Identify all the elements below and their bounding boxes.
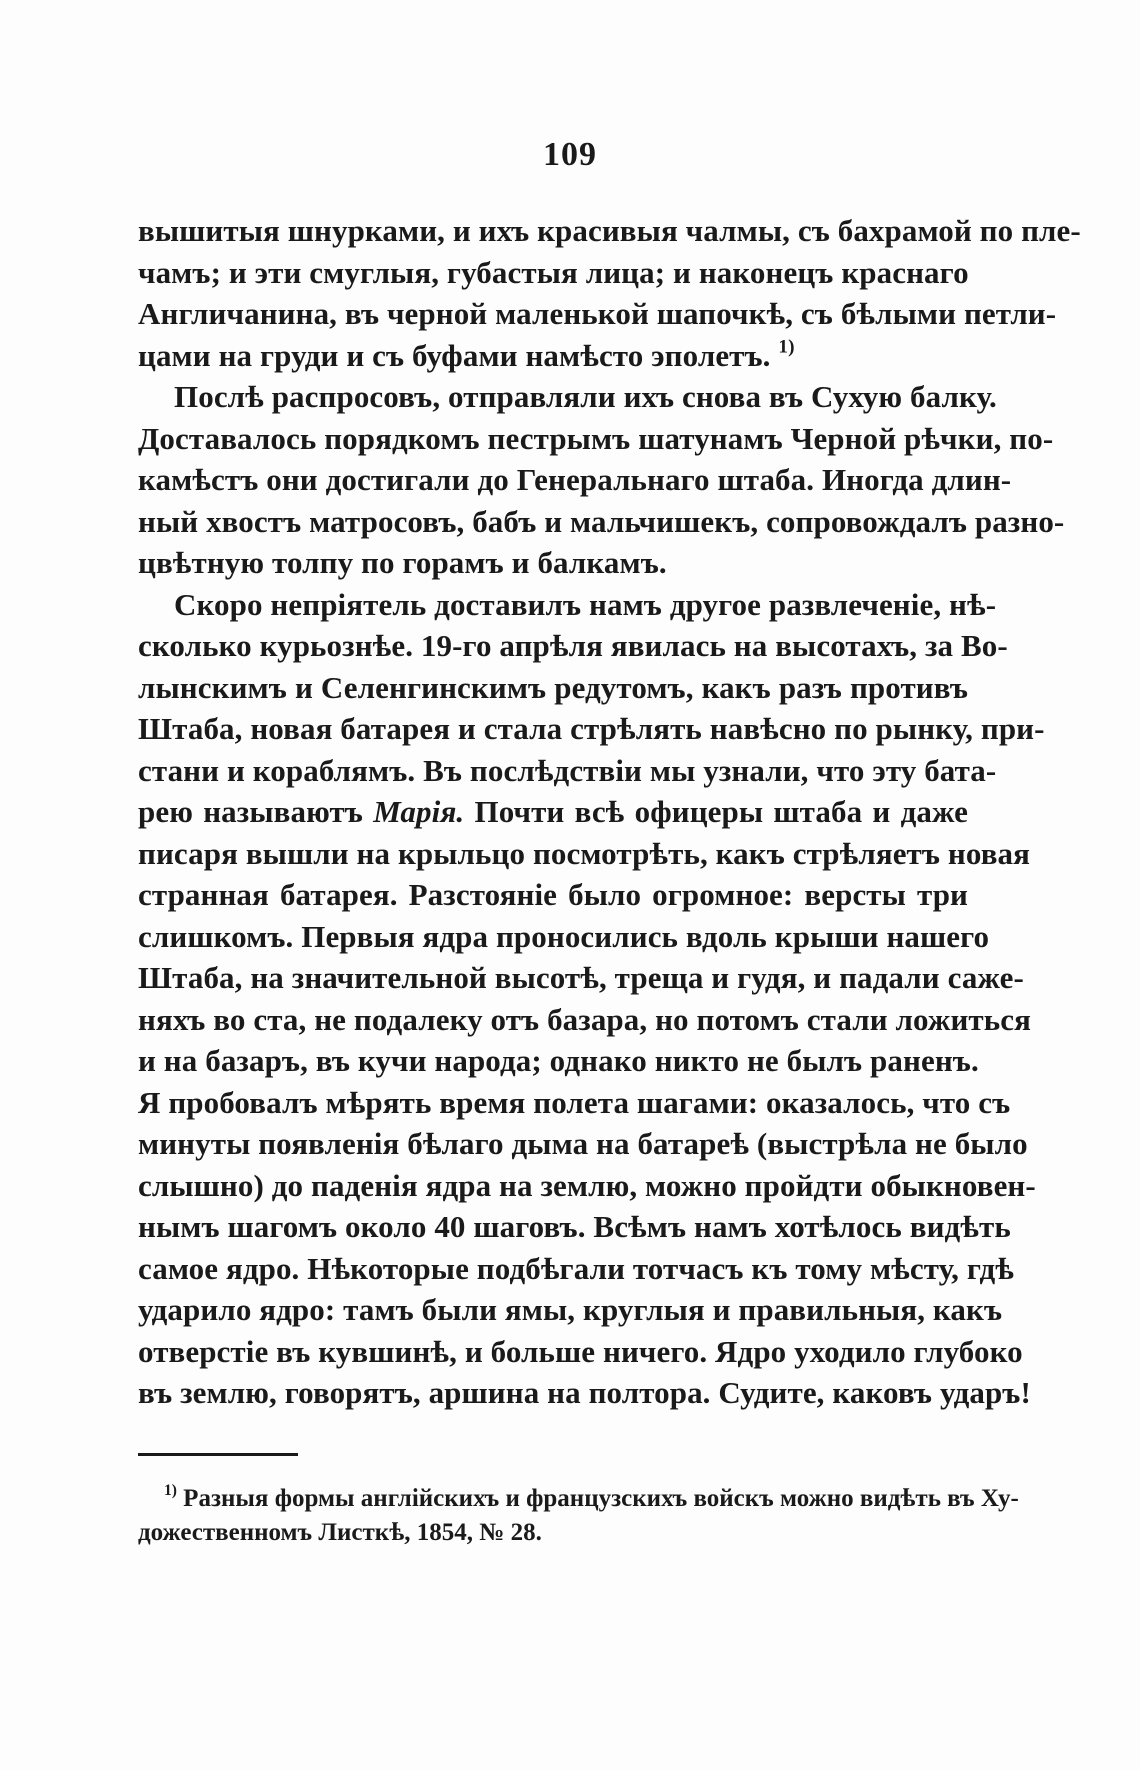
footnote-line: дожественномъ Листкѣ, 1854, № 28. (138, 1519, 542, 1546)
text-segment: рею называютъ (138, 794, 363, 829)
text-line: цвѣтную толпу по горамъ и балкамъ. (138, 545, 667, 580)
paragraph-3 (138, 584, 1045, 1414)
text-line: няхъ во ста, не подалеку отъ базара, но потомъ стали ложиться (138, 1001, 1031, 1037)
text-line: стани и кораблямъ. Въ послѣдствіи мы узнали, что эту бата- (138, 752, 997, 788)
text-line: сколько курьознѣе. 19-го апрѣля явилась на высотахъ, за Во- (138, 628, 1008, 663)
text-line: вышитыя шнурками, и ихъ красивыя чалмы, съ бахрамой по пле- (138, 213, 1081, 248)
text-line: Штаба, новая батарея и стала стрѣлять навѣсно по рынку, при- (138, 711, 1045, 746)
footnote (138, 1482, 1019, 1550)
text-line: Скоро непріятель доставилъ намъ другое развлеченіе, нѣ- (174, 586, 997, 622)
page-number: 109 (543, 136, 597, 173)
body-text (138, 210, 1081, 1414)
text-line: минуты появленія бѣлаго дыма на батареѣ (выстрѣла не было (138, 1126, 1028, 1161)
paragraph-2 (138, 376, 1065, 584)
footnote-text: Разныя формы англійскихъ и французскихъ войскъ можно видѣть въ Ху- (183, 1485, 1019, 1512)
text-line: странная батарея. Разстояніе было огромное: версты три (138, 877, 968, 912)
text-line: чамъ; и эти смуглыя, губастыя лица; и наконецъ краснаго (138, 254, 969, 290)
text-line: камѣстъ они достигали до Генеральнаго штаба. Иногда длин- (138, 462, 1012, 497)
footnote-divider (138, 1453, 298, 1456)
text-segment: цами на груди и съ буфами намѣсто эполетъ. (138, 337, 771, 373)
text-line: писаря вышли на крыльцо посмотрѣть, какъ стрѣляетъ новая (138, 835, 1031, 871)
footnote-line (138, 1482, 1019, 1516)
text-line: Доставалось порядкомъ пестрымъ шатунамъ Черной рѣчки, по- (138, 420, 1054, 456)
text-line (138, 791, 968, 833)
text-line: въ землю, говорятъ, аршина на полтора. Судите, каковъ ударъ! (138, 1375, 1031, 1410)
text-line: Я пробовалъ мѣрять время полета шагами: оказалось, что съ (138, 1084, 1011, 1120)
text-line: ный хвостъ матросовъ, бабъ и мальчишекъ, сопровождалъ разно- (138, 503, 1065, 539)
text-line: Штаба, на значительной высотѣ, треща и гудя, и падали саже- (138, 960, 1024, 995)
text-line: Англичанина, въ черной маленькой шапочкѣ, съ бѣлыми петли- (138, 296, 1057, 331)
text-line: Послѣ распросовъ, отправляли ихъ снова въ Сухую балку. (174, 379, 997, 414)
text-line: и на базаръ, въ кучи народа; однако никто не былъ раненъ. (138, 1043, 979, 1078)
battery-name-italic: Марія. (373, 794, 465, 829)
text-line: слишкомъ. Первыя ядра проносились вдоль крыши нашего (138, 918, 990, 954)
text-line: ударило ядро: тамъ были ямы, круглыя и правильныя, какъ (138, 1292, 1003, 1327)
footnote-reference[interactable]: 1) (778, 336, 795, 358)
footnote-marker: 1) (164, 1482, 177, 1500)
text-line: нымъ шагомъ около 40 шаговъ. Всѣмъ намъ хотѣлось видѣть (138, 1209, 1011, 1244)
paragraph-1 (138, 210, 1081, 376)
text-line: лынскимъ и Селенгинскимъ редутомъ, какъ разъ противъ (138, 669, 968, 705)
text-line: слышно) до паденія ядра на землю, можно пройдти обыкновен- (138, 1167, 1036, 1203)
text-line: отверстіе въ кувшинѣ, и больше ничего. Ядро уходило глубоко (138, 1333, 1023, 1369)
text-line: самое ядро. Нѣкоторые подбѣгали тотчасъ къ тому мѣсту, гдѣ (138, 1250, 1014, 1286)
text-line (138, 335, 968, 377)
text-segment: Почти всѣ офицеры штаба и даже (474, 794, 969, 829)
